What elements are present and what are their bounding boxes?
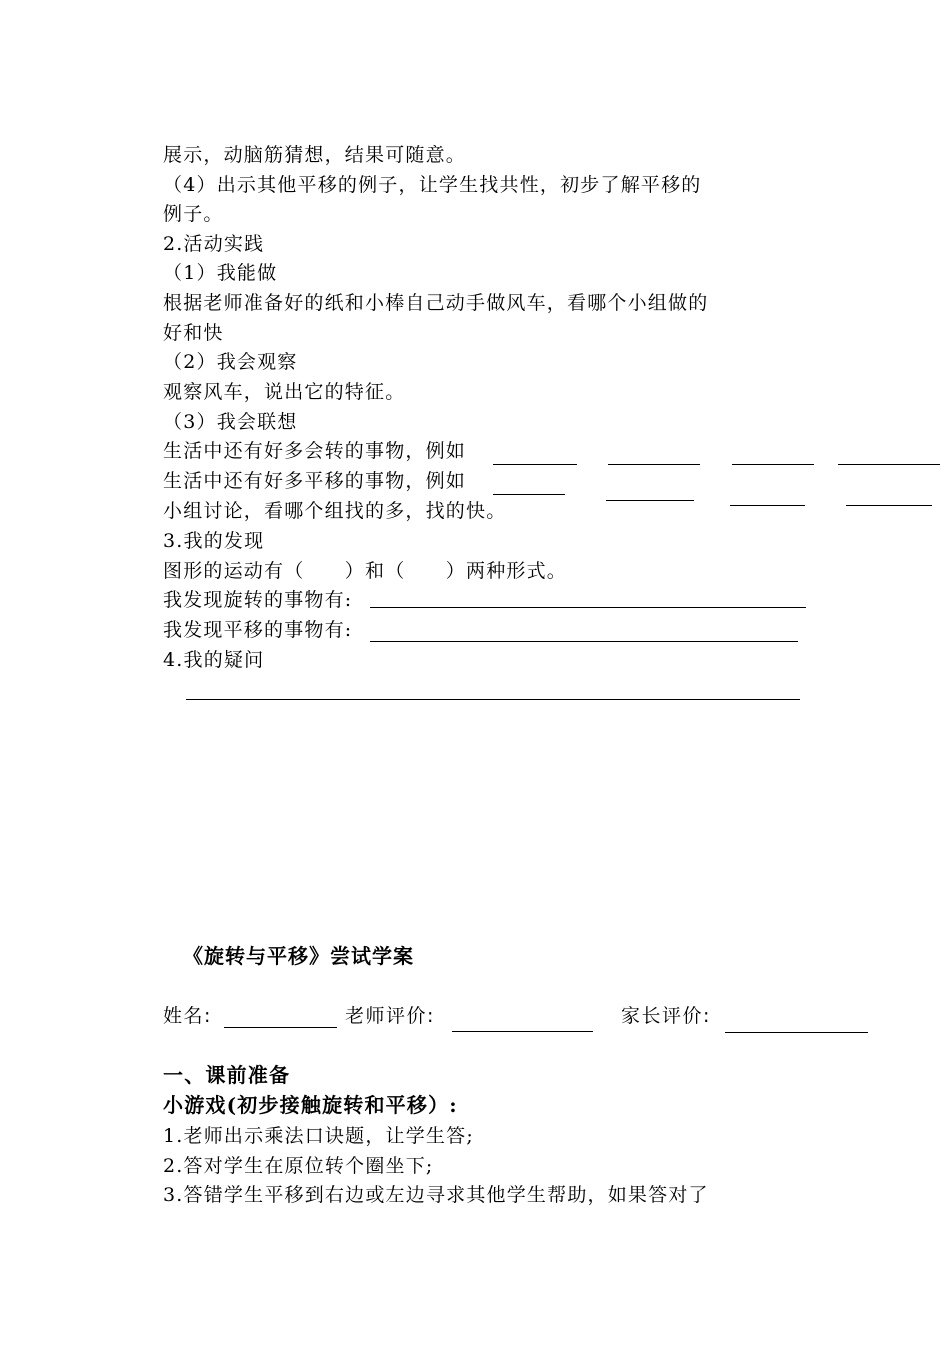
game-item: 1.老师出示乘法口诀题，让学生答; bbox=[163, 1125, 474, 1147]
name-field[interactable] bbox=[224, 1027, 337, 1028]
parent-evaluation-label: 家长评价: bbox=[621, 1005, 711, 1027]
name-label: 姓名: bbox=[163, 1005, 212, 1027]
section-heading-questions: 4.我的疑问 bbox=[163, 649, 265, 671]
parent-evaluation-field[interactable] bbox=[725, 1032, 868, 1033]
subheading-observe: （2）我会观察 bbox=[163, 351, 298, 373]
translation-example-blank-3[interactable] bbox=[730, 505, 805, 506]
translation-examples-prompt: 生活中还有好多平移的事物，例如 bbox=[163, 470, 467, 492]
section-heading-preparation: 一、课前准备 bbox=[163, 1063, 291, 1087]
rotation-example-blank-2[interactable] bbox=[608, 464, 700, 465]
rotation-example-blank-4[interactable] bbox=[838, 464, 940, 465]
text-line: 好和快 bbox=[163, 322, 224, 344]
rotation-example-blank-1[interactable] bbox=[493, 464, 577, 465]
text-line: 根据老师准备好的纸和小棒自己动手做风车，看哪个小组做的 bbox=[163, 292, 709, 314]
rotation-example-blank-3[interactable] bbox=[732, 464, 814, 465]
rotation-found-blank[interactable] bbox=[370, 607, 806, 608]
text-line: 例子。 bbox=[163, 203, 224, 225]
questions-blank[interactable] bbox=[186, 699, 800, 700]
translation-example-blank-4[interactable] bbox=[846, 505, 932, 506]
rotation-found-prompt: 我发现旋转的事物有: bbox=[163, 589, 353, 611]
text-line: 观察风车，说出它的特征。 bbox=[163, 381, 406, 403]
teacher-evaluation-label: 老师评价: bbox=[345, 1005, 435, 1027]
text-line: （4）出示其他平移的例子，让学生找共性，初步了解平移的 bbox=[163, 174, 702, 196]
motion-forms-question: 图形的运动有（ ）和（ ）两种形式。 bbox=[163, 560, 568, 582]
game-item: 2.答对学生在原位转个圈坐下; bbox=[163, 1155, 434, 1177]
subheading-associate: （3）我会联想 bbox=[163, 411, 298, 433]
translation-example-blank-1[interactable] bbox=[493, 494, 565, 495]
text-line: 小组讨论，看哪个组找的多，找的快。 bbox=[163, 500, 507, 522]
section-heading-practice: 2.活动实践 bbox=[163, 233, 265, 255]
text-line: 展示，动脑筋猜想，结果可随意。 bbox=[163, 144, 467, 166]
page-title: 《旋转与平移》尝试学案 bbox=[183, 944, 414, 968]
teacher-evaluation-field[interactable] bbox=[452, 1031, 593, 1032]
translation-found-prompt: 我发现平移的事物有: bbox=[163, 619, 353, 641]
subheading-can-do: （1）我能做 bbox=[163, 262, 278, 284]
game-item: 3.答错学生平移到右边或左边寻求其他学生帮助，如果答对了 bbox=[163, 1184, 709, 1206]
section-heading-discovery: 3.我的发现 bbox=[163, 530, 265, 552]
translation-example-blank-2[interactable] bbox=[606, 500, 694, 501]
game-heading: 小游戏(初步接触旋转和平移）: bbox=[163, 1093, 458, 1117]
translation-found-blank[interactable] bbox=[370, 641, 798, 642]
rotation-examples-prompt: 生活中还有好多会转的事物，例如 bbox=[163, 440, 467, 462]
